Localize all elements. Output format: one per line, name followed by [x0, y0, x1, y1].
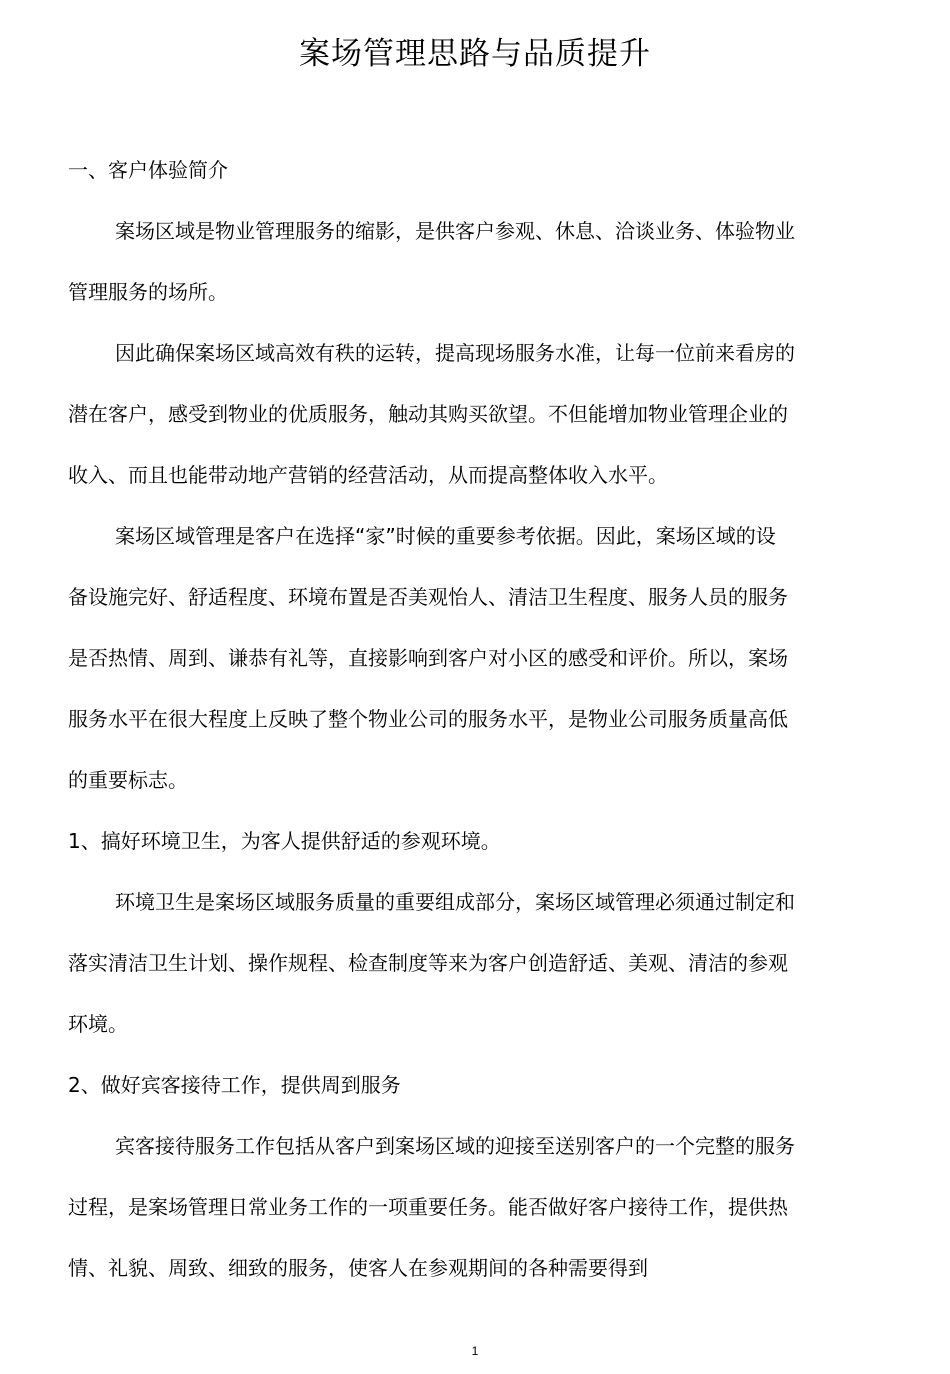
paragraph-line: 环境卫生是案场区域服务质量的重要组成部分，案场区域管理必须通过制定和 — [115, 890, 795, 914]
document-body — [68, 140, 882, 1299]
paragraph-line: 宾客接待服务工作包括从客户到案场区域的迎接至送别客户的一个完整的服务 — [115, 1134, 795, 1158]
paragraph-line: 落实清洁卫生计划、操作规程、检查制度等来为客户创造舒适、美观、清洁的参观 — [68, 951, 788, 975]
paragraph-line: 管理服务的场所。 — [68, 280, 228, 304]
document-title: 案场管理思路与品质提升 — [299, 36, 651, 72]
paragraph-5 — [68, 1116, 882, 1299]
paragraph-line: 是否热情、周到、谦恭有礼等，直接影响到客户对小区的感受和评价。所以，案场 — [68, 646, 788, 670]
paragraph-line: 潜在客户，感受到物业的优质服务，触动其购买欲望。不但能增加物业管理企业的 — [68, 402, 788, 426]
paragraph-line: 案场区域管理是客户在选择“家”时候的重要参考依据。因此，案场区域的设 — [115, 524, 776, 548]
paragraph-line: 情、礼貌、周致、细致的服务，使客人在参观期间的各种需要得到 — [68, 1256, 648, 1280]
paragraph-3 — [68, 506, 882, 811]
paragraph-line: 备设施完好、舒适程度、环境布置是否美观怡人、清洁卫生程度、服务人员的服务 — [68, 585, 788, 609]
paragraph-line: 服务水平在很大程度上反映了整个物业公司的服务水平，是物业公司服务质量高低 — [68, 707, 788, 731]
page-number: 1 — [471, 1344, 479, 1358]
section-heading-customer-experience: 一、客户体验简介 — [68, 158, 228, 182]
paragraph-line: 过程，是案场管理日常业务工作的一项重要任务。能否做好客户接待工作，提供热 — [68, 1195, 788, 1219]
paragraph-line: 环境。 — [68, 1012, 128, 1036]
section-heading-reception: 2、做好宾客接待工作，提供周到服务 — [68, 1073, 401, 1097]
section-heading-environment: 1、搞好环境卫生，为客人提供舒适的参观环境。 — [68, 829, 501, 853]
paragraph-4 — [68, 872, 882, 1055]
paragraph-line: 因此确保案场区域高效有秩的运转，提高现场服务水准，让每一位前来看房的 — [115, 341, 795, 365]
paragraph-line: 案场区域是物业管理服务的缩影，是供客户参观、休息、洽谈业务、体验物业 — [115, 219, 795, 243]
paragraph-1 — [68, 201, 882, 323]
paragraph-line: 收入、而且也能带动地产营销的经营活动，从而提高整体收入水平。 — [68, 463, 668, 487]
paragraph-line: 的重要标志。 — [68, 768, 188, 792]
document-page — [0, 30, 950, 1374]
paragraph-2 — [68, 323, 882, 506]
